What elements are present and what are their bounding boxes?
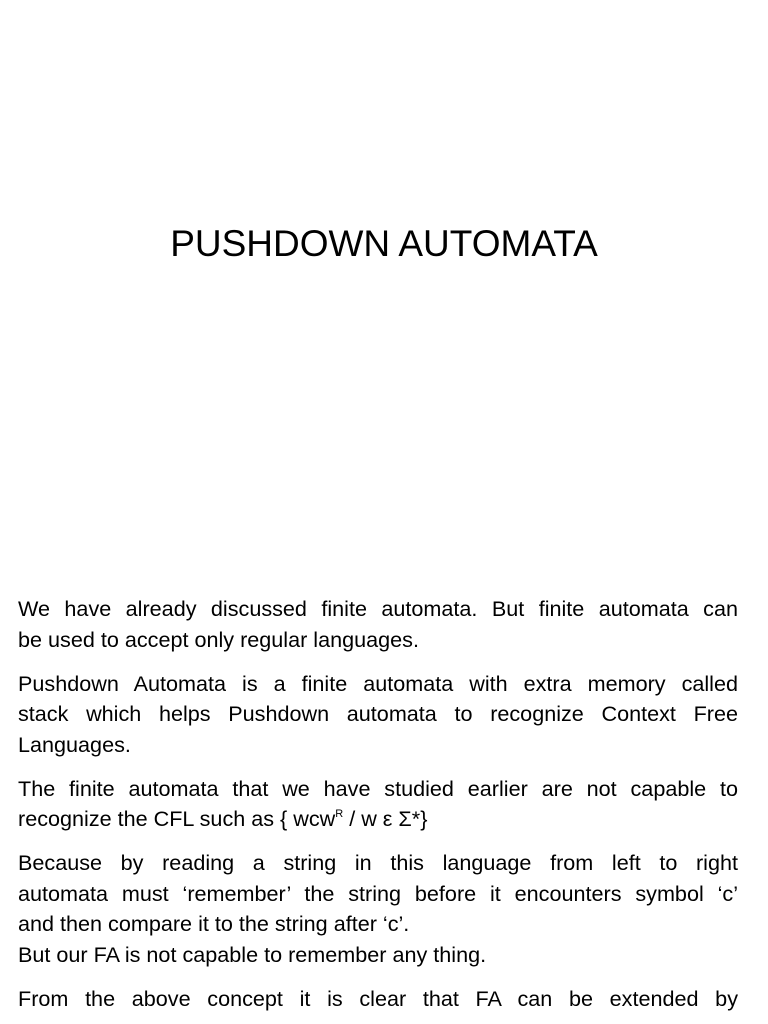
slide-title: PUSHDOWN AUTOMATA (170, 223, 598, 264)
text-line: automata must ‘remember’ the string before it encounters symbol ‘c’ (18, 880, 738, 906)
slide-body (18, 594, 738, 1024)
reverse-superscript: R (335, 808, 344, 820)
paragraph-finite-automata-intro (18, 594, 738, 655)
cfl-expression-start: recognize the CFL such as { wcw (18, 806, 336, 831)
text-line: But our FA is not capable to remember any thing. (18, 941, 487, 967)
text-line: and then compare it to the string after ‘c’. (18, 911, 410, 936)
paragraph-remember-explanation (18, 848, 738, 970)
paragraph-cfl-example (18, 774, 738, 835)
text-line: stack which helps Pushdown automata to recognize Context Free (18, 701, 738, 726)
text-line: Pushdown Automata is a finite automata with extra memory called (18, 670, 738, 696)
text-line: From the above concept it is clear that FA can be extended by (18, 985, 738, 1011)
text-line: The finite automata that we have studied earlier are not capable to (18, 775, 738, 801)
paragraph-pushdown-definition (18, 669, 738, 761)
text-line: Languages. (18, 731, 131, 757)
text-line: Because by reading a string in this language from left to right (18, 850, 738, 875)
text-line: be used to accept only regular languages. (18, 626, 419, 652)
paragraph-extension (18, 984, 738, 1015)
cfl-expression-end: / w ε Σ*} (349, 806, 428, 831)
text-line: We have already discussed finite automata. But finite automata can (18, 596, 738, 621)
text-line (18, 804, 738, 835)
